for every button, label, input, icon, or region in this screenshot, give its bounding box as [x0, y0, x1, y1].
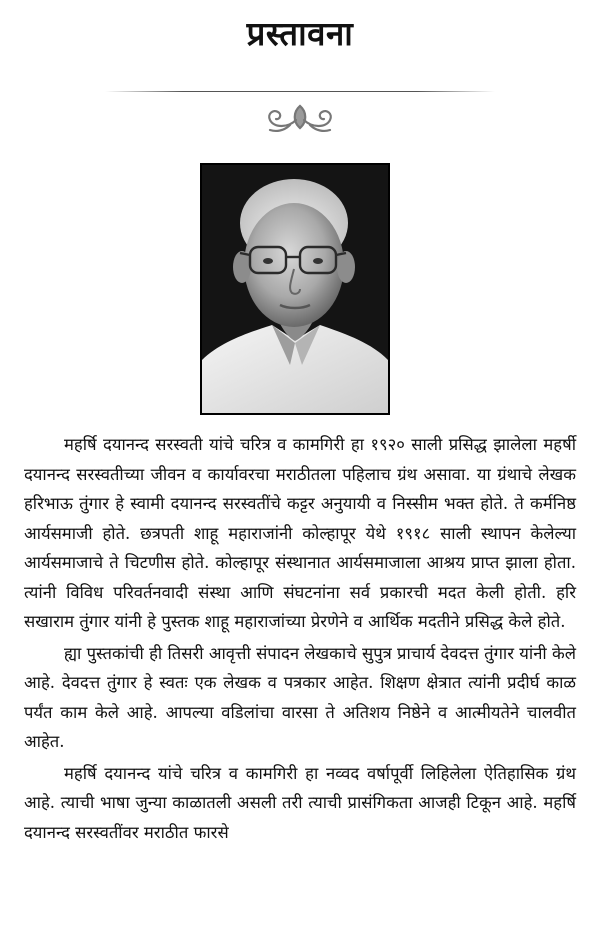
paragraph-1: महर्षि दयानन्द सरस्वती यांचे चरित्र व कामगिरी हा १९२० साली प्रसिद्ध झालेला महर्षी दयानन्द सरस्वतीच्या जीवन व कार्यावरचा मराठीतला पहिलाच ग्रंथ असावा. या ग्रंथाचे लेखक हरिभाऊ तुंगार हे स्वामी दयानन्द सरस्वतींचे कट्टर अनुयायी व निस्सीम भक्त होते. ते कर्मनिष्ठ आर्यसमाजी होते. छत्रपती शाहू महाराजांनी कोल्हापूर येथे १९१८ साली स्थापन केलेल्या आर्यसमाजाचे ते चिटणीस होते. कोल्हापूर संस्थानात आर्यसमाजाला आश्रय प्राप्त झाला होता. त्यांनी विविध परिवर्तनवादी संस्था आणि संघटनांना सर्व प्रकारची मदत केली होती. हरि सखाराम तुंगार यांनी हे पुस्तक शाहू महाराजांच्या प्रेरणेने व आर्थिक मदतीने प्रसिद्ध केले होते. [24, 435, 576, 631]
paragraph-2: ह्या पुस्तकांची ही तिसरी आवृत्ती संपादन लेखकाचे सुपुत्र प्राचार्य देवदत्त तुंगार यांनी केले आहे. देवदत्त तुंगार हे स्वतः एक लेखक व पत्रकार आहेत. शिक्षण क्षेत्रात त्यांनी प्रदीर्घ काळ पर्यंत काम केले आहे. आपल्या वडिलांचा वारसा ते अतिशय निष्ठेने व आत्मीयतेने चालवीत आहेत. [24, 643, 576, 751]
author-portrait-icon [202, 165, 388, 413]
author-photo [200, 163, 390, 415]
flourish-ornament-icon [260, 98, 340, 138]
body-text [24, 430, 576, 849]
page-title: प्रस्तावना [246, 14, 354, 53]
title-divider [105, 91, 495, 92]
paragraph-3: महर्षि दयानन्द यांचे चरित्र व कामगिरी हा नव्वद वर्षापूर्वी लिहिलेला ऐतिहासिक ग्रंथ आहे. त्याची भाषा जुन्या काळातली असली तरी त्याची प्रासंगिकता आजही टिकून आहे. महर्षि दयानन्द सरस्वतींवर मराठीत फारसे [24, 763, 576, 842]
